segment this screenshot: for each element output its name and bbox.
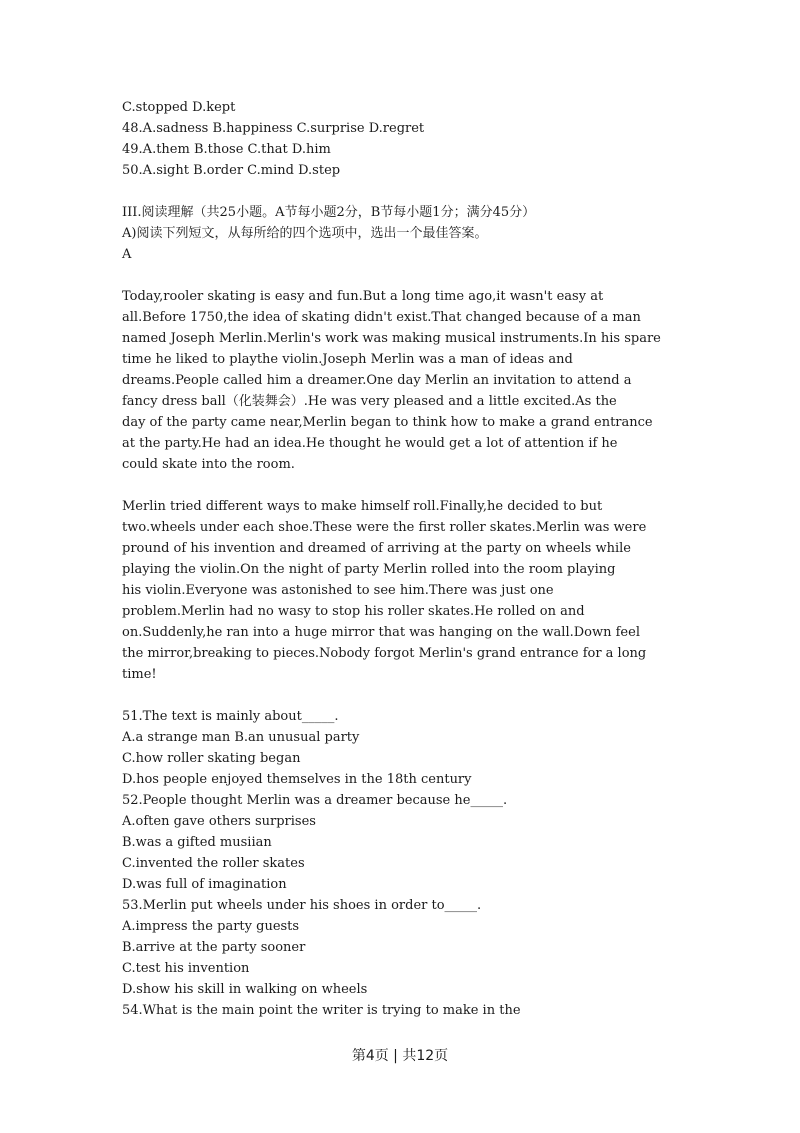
- text-line: day of the party came near,Merlin began to think how to make a grand entrance: [122, 415, 653, 430]
- text-line: named Joseph Merlin.Merlin's work was making musical instruments.In his spare: [122, 331, 661, 346]
- page-footer: 第4页 | 共12页: [351, 1048, 449, 1064]
- text-line: at the party.He had an idea.He thought he would get a lot of attention if he: [122, 436, 618, 451]
- text-line: dreams.People called him a dreamer.One day Merlin an invitation to attend a: [122, 373, 632, 388]
- blank-line: [122, 685, 682, 706]
- text-line: A.impress the party guests: [122, 919, 300, 934]
- text-line: could skate into the room.: [122, 457, 295, 472]
- text-line: 54.What is the main point the writer is trying to make in the: [122, 1003, 521, 1018]
- text-line: 52.People thought Merlin was a dreamer because he_____.: [122, 793, 508, 808]
- text-line: Today,rooler skating is easy and fun.But a long time ago,it wasn't easy at: [122, 289, 604, 304]
- text-line: all.Before 1750,the idea of skating didn't exist.That changed because of a man: [122, 310, 641, 325]
- text-line: problem.Merlin had no wasy to stop his roller skates.He rolled on and: [122, 604, 585, 619]
- text-line: A.often gave others surprises: [122, 814, 316, 829]
- text-line: two.wheels under each shoe.These were the first roller skates.Merlin was were: [122, 520, 647, 535]
- blank-line: [122, 265, 682, 286]
- text-line: on.Suddenly,he ran into a huge mirror that was hanging on the wall.Down feel: [122, 625, 640, 640]
- text-line: C.invented the roller skates: [122, 856, 305, 871]
- text-line: Merlin tried different ways to make himself roll.Finally,he decided to but: [122, 499, 603, 514]
- text-line: B.was a gifted musiian: [122, 835, 272, 850]
- text-line: time he liked to playthe violin.Joseph Merlin was a man of ideas and: [122, 352, 573, 367]
- text-line: pround of his invention and dreamed of arriving at the party on wheels while: [122, 541, 631, 556]
- text-line: A.a strange man B.an unusual party: [122, 730, 360, 745]
- text-line: 49.A.them B.those C.that D.him: [122, 142, 331, 157]
- text-line: 48.A.sadness B.happiness C.surprise D.regret: [122, 121, 425, 136]
- text-line: the mirror,breaking to pieces.Nobody forgot Merlin's grand entrance for a long: [122, 646, 647, 661]
- text-line: 50.A.sight B.order C.mind D.step: [122, 163, 341, 178]
- text-line: fancy dress ball（化装舞会）.He was very pleased and a little excited.As the: [122, 394, 617, 409]
- text-line: A)阅读下列短文，从每所给的四个选项中，选出一个最佳答案。: [122, 226, 488, 241]
- text-line: playing the violin.On the night of party Merlin rolled into the room playing: [122, 562, 616, 577]
- blank-line: [122, 181, 682, 202]
- text-line: III.阅读理解（共25小题。A节每小题2分，B节每小题1分；满分45分）: [122, 205, 536, 220]
- text-line: D.show his skill in walking on wheels: [122, 982, 368, 997]
- text-line: C.test his invention: [122, 961, 250, 976]
- text-line: 53.Merlin put wheels under his shoes in order to_____.: [122, 898, 482, 913]
- text-line: B.arrive at the party sooner: [122, 940, 306, 955]
- text-line: his violin.Everyone was astonished to see him.There was just one: [122, 583, 554, 598]
- text-line: A: [122, 247, 132, 262]
- blank-line: [122, 475, 682, 496]
- text-line: D.hos people enjoyed themselves in the 18th century: [122, 772, 472, 787]
- text-line: C.stopped D.kept: [122, 100, 236, 115]
- text-line: D.was full of imagination: [122, 877, 287, 892]
- text-line: time!: [122, 667, 157, 682]
- text-line: C.how roller skating began: [122, 751, 301, 766]
- text-line: 51.The text is mainly about_____.: [122, 709, 339, 724]
- document-body: [122, 97, 682, 1021]
